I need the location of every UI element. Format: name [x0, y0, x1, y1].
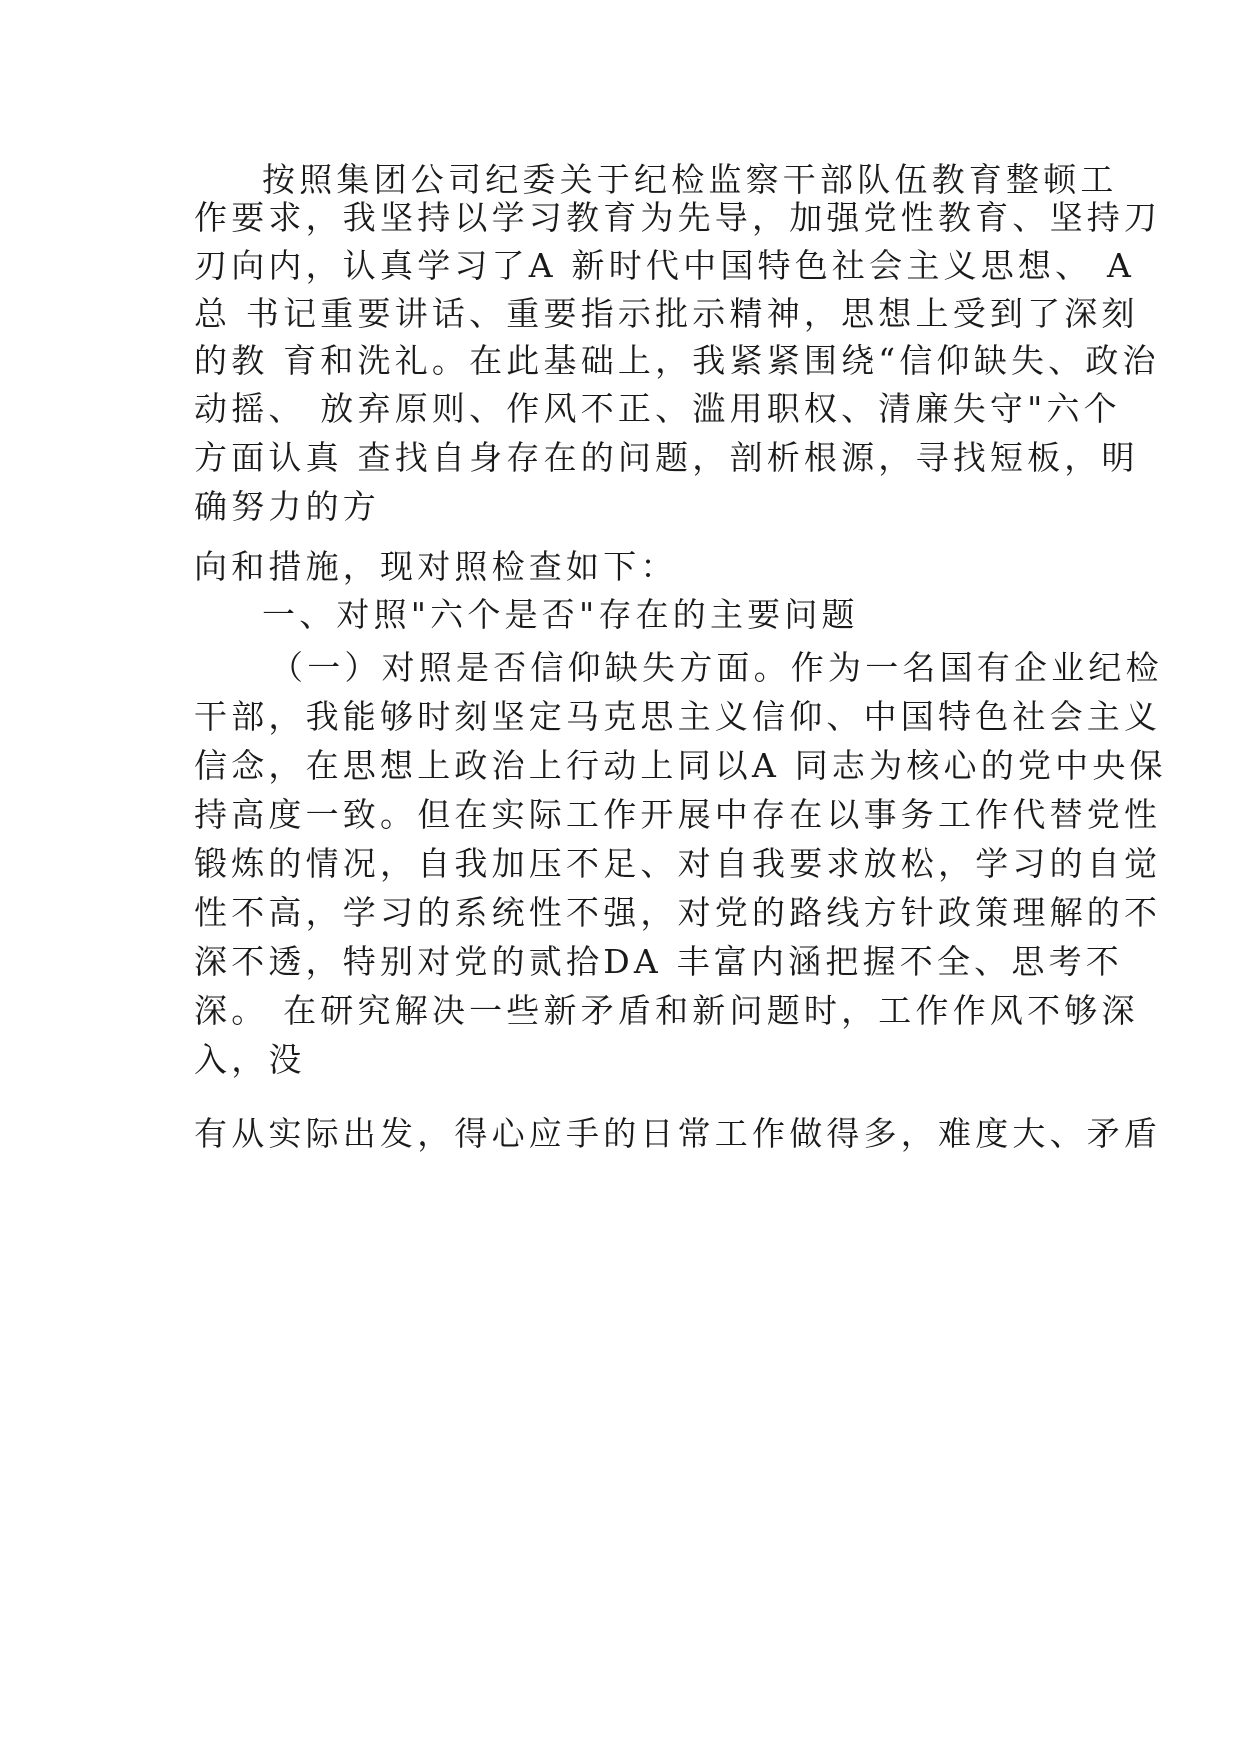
paragraph-line: 确努力的方: [194, 487, 380, 526]
paragraph-line: 向和措施，现对照检查如下：: [194, 547, 678, 586]
paragraph-line: 干部，我能够时刻坚定马克思主义信仰、中国特色社会主义: [194, 697, 1162, 736]
paragraph-line: 按照集团公司纪委关于纪检监察干部队伍教育整顿工: [262, 160, 1118, 199]
section-heading: 一、对照"六个是否"存在的主要问题: [262, 595, 859, 634]
paragraph-line: 持高度一致。但在实际工作开展中存在以事务工作代替党性: [194, 795, 1162, 834]
paragraph-line: 总 书记重要讲话、重要指示批示精神，思想上受到了深刻: [194, 294, 1139, 333]
subsection-line: （一）对照是否信仰缺失方面。作为一名国有企业纪检: [270, 648, 1163, 687]
paragraph-line: 性不高，学习的系统性不强，对党的路线方针政策理解的不: [194, 893, 1162, 932]
paragraph-line: 方面认真 查找自身存在的问题，剖析根源，寻找短板，明: [194, 438, 1139, 477]
paragraph-line: 有从实际出发，得心应手的日常工作做得多，难度大、矛盾: [194, 1114, 1162, 1153]
paragraph-line: 深不透，特别对党的贰拾DA 丰富内涵把握不全、思考不: [194, 942, 1123, 981]
paragraph-line: 动摇、 放弃原则、作风不正、滥用职权、清廉失守"六个: [194, 389, 1121, 428]
paragraph-line: 入，没: [194, 1040, 306, 1079]
paragraph-line: 信念，在思想上政治上行动上同以A 同志为核心的党中央保: [194, 746, 1167, 785]
paragraph-line: 深。 在研究解决一些新矛盾和新问题时，工作作风不够深: [194, 991, 1139, 1030]
paragraph-line: 作要求，我坚持以学习教育为先导，加强党性教育、坚持刀: [194, 198, 1162, 237]
paragraph-line: 的教 育和洗礼。在此基础上，我紧紧围绕“信仰缺失、政治: [194, 341, 1160, 380]
paragraph-line: 刃向内，认真学习了A 新时代中国特色社会主义思想、 A: [194, 246, 1136, 285]
paragraph-line: 锻炼的情况，自我加压不足、对自我要求放松，学习的自觉: [194, 844, 1162, 883]
